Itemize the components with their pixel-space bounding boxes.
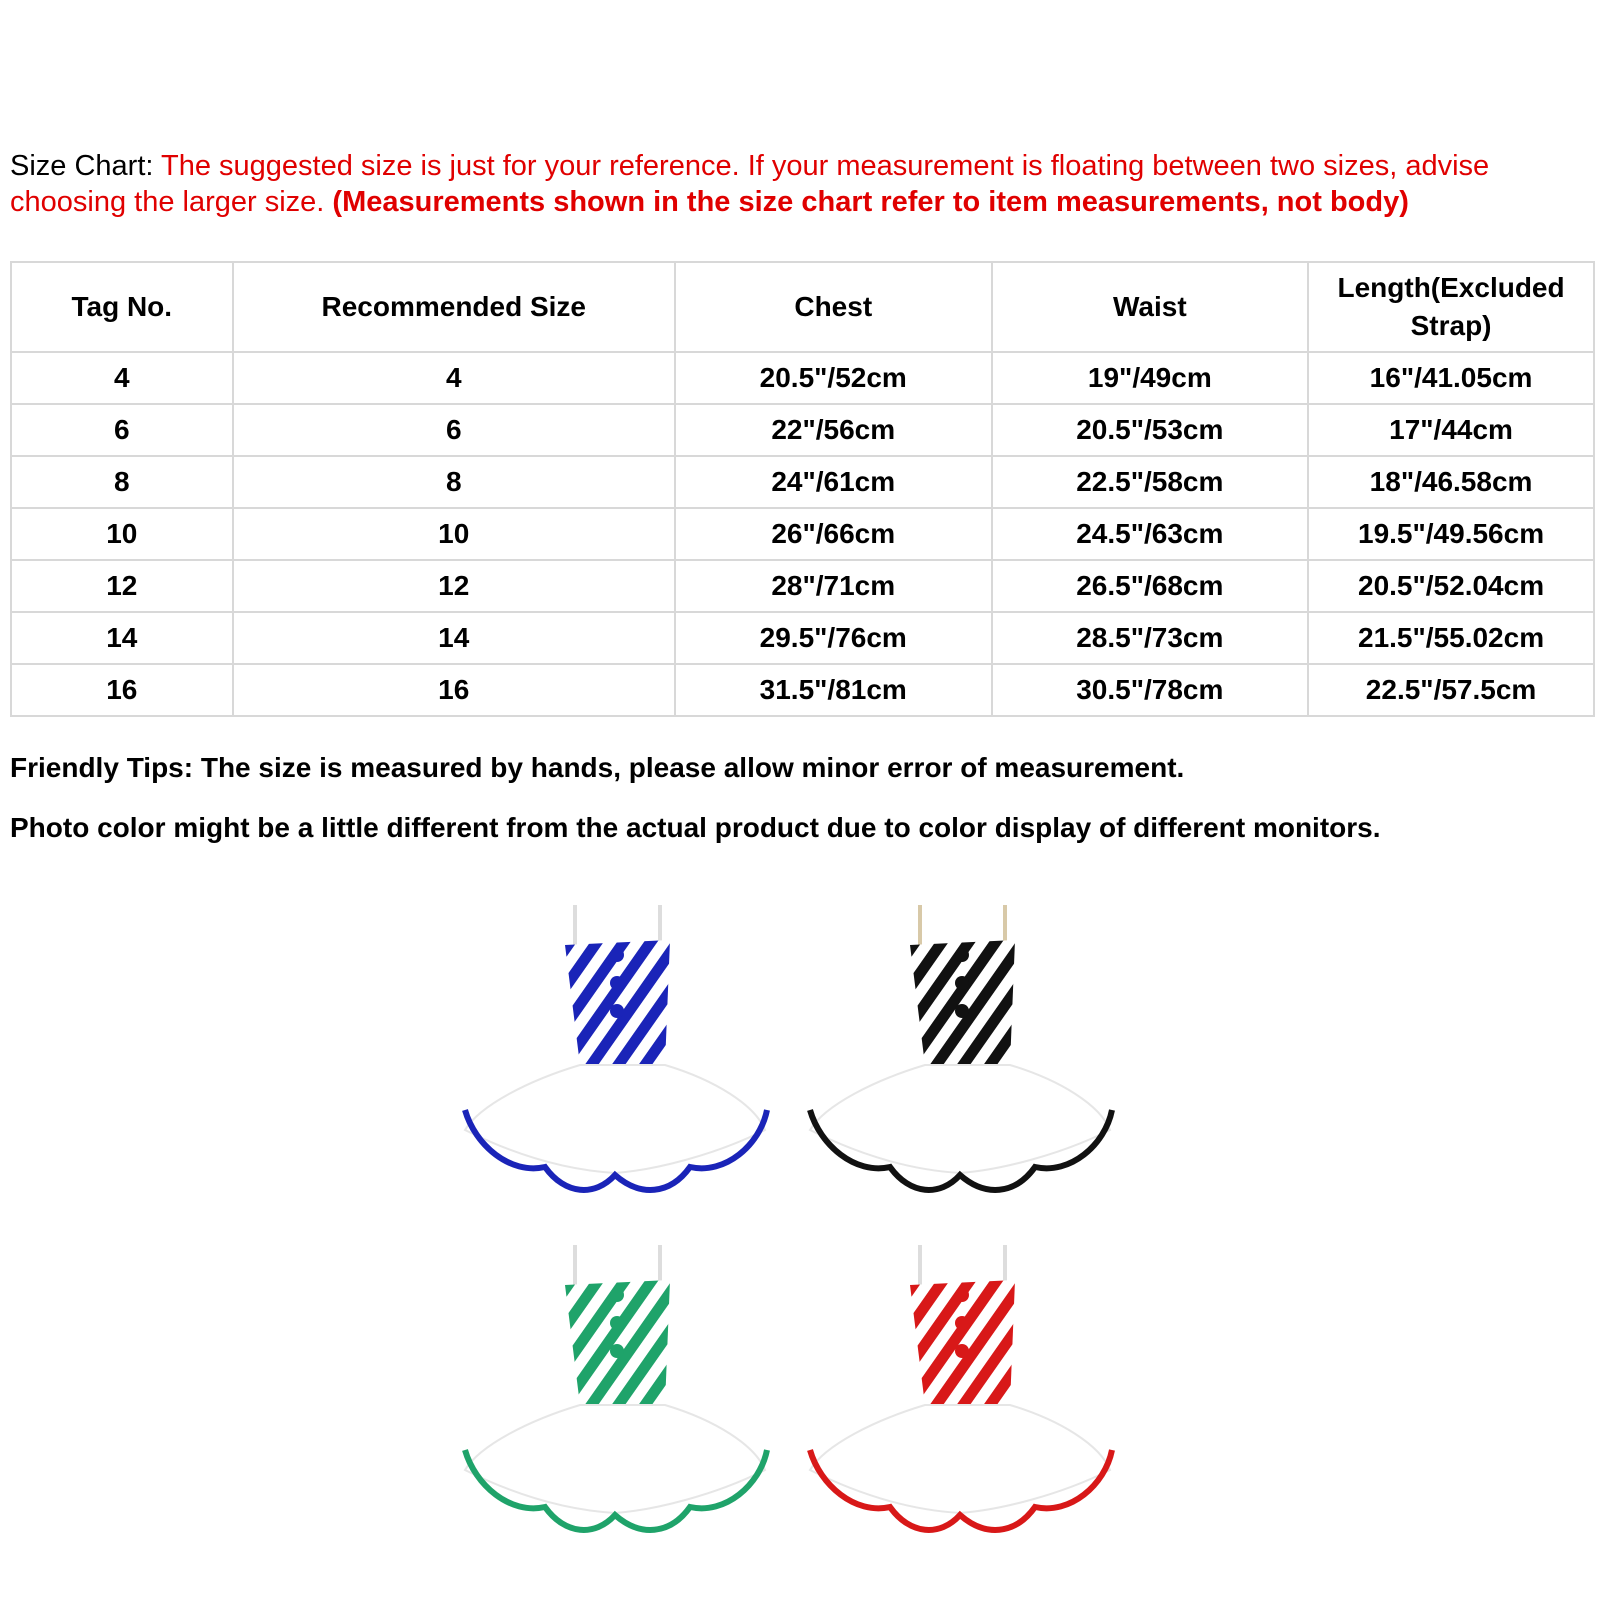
cell-tag: 4: [11, 352, 233, 404]
table-header-row: [11, 262, 1594, 352]
header-tag-no: Tag No.: [11, 262, 233, 352]
cell-recommended: 4: [233, 352, 675, 404]
dress-red-image: [800, 1245, 1130, 1565]
cell-waist: 26.5"/68cm: [992, 560, 1309, 612]
cell-length: 18"/46.58cm: [1308, 456, 1594, 508]
cell-length: 19.5"/49.56cm: [1308, 508, 1594, 560]
cell-length: 20.5"/52.04cm: [1308, 560, 1594, 612]
cell-tag: 8: [11, 456, 233, 508]
dress-green-image: [455, 1245, 785, 1565]
cell-waist: 20.5"/53cm: [992, 404, 1309, 456]
size-table: [10, 261, 1595, 717]
cell-length: 21.5"/55.02cm: [1308, 612, 1594, 664]
cell-chest: 28"/71cm: [675, 560, 992, 612]
header-waist: Waist: [992, 262, 1309, 352]
cell-waist: 28.5"/73cm: [992, 612, 1309, 664]
table-row: [11, 560, 1594, 612]
cell-tag: 16: [11, 664, 233, 716]
size-chart-intro: [10, 148, 1555, 220]
cell-recommended: 10: [233, 508, 675, 560]
table-row: [11, 456, 1594, 508]
dress-black-image: [800, 905, 1130, 1225]
size-chart-separator: :: [145, 150, 161, 182]
cell-tag: 12: [11, 560, 233, 612]
size-chart-advice: The suggested size is just for your reference. If your measurement is floating between two sizes, advise choosing the larger size.: [10, 150, 1490, 218]
header-recommended-size: Recommended Size: [233, 262, 675, 352]
table-row: [11, 612, 1594, 664]
cell-chest: 24"/61cm: [675, 456, 992, 508]
table-row: [11, 352, 1594, 404]
cell-length: 16"/41.05cm: [1308, 352, 1594, 404]
cell-waist: 19"/49cm: [992, 352, 1309, 404]
cell-chest: 26"/66cm: [675, 508, 992, 560]
cell-tag: 14: [11, 612, 233, 664]
dress-blue-image: [455, 905, 785, 1225]
table-row: [11, 664, 1594, 716]
cell-recommended: 16: [233, 664, 675, 716]
cell-recommended: 8: [233, 456, 675, 508]
cell-chest: 29.5"/76cm: [675, 612, 992, 664]
friendly-tips: Friendly Tips: The size is measured by hands, please allow minor error of measurement.: [10, 752, 1185, 783]
cell-length: 22.5"/57.5cm: [1308, 664, 1594, 716]
cell-tag: 6: [11, 404, 233, 456]
size-chart-note: (Measurements shown in the size chart refer to item measurements, not body): [332, 186, 1409, 218]
cell-recommended: 12: [233, 560, 675, 612]
cell-waist: 24.5"/63cm: [992, 508, 1309, 560]
cell-waist: 30.5"/78cm: [992, 664, 1309, 716]
cell-chest: 31.5"/81cm: [675, 664, 992, 716]
cell-tag: 10: [11, 508, 233, 560]
cell-recommended: 6: [233, 404, 675, 456]
cell-recommended: 14: [233, 612, 675, 664]
photo-color-note: Photo color might be a little different from the actual product due to color display of different monitors.: [10, 812, 1381, 843]
table-row: [11, 404, 1594, 456]
cell-chest: 20.5"/52cm: [675, 352, 992, 404]
cell-length: 17"/44cm: [1308, 404, 1594, 456]
header-chest: Chest: [675, 262, 992, 352]
cell-waist: 22.5"/58cm: [992, 456, 1309, 508]
size-chart-label: Size Chart: [10, 150, 146, 182]
cell-chest: 22"/56cm: [675, 404, 992, 456]
table-row: [11, 508, 1594, 560]
header-length: Length(Excluded Strap): [1308, 262, 1594, 352]
